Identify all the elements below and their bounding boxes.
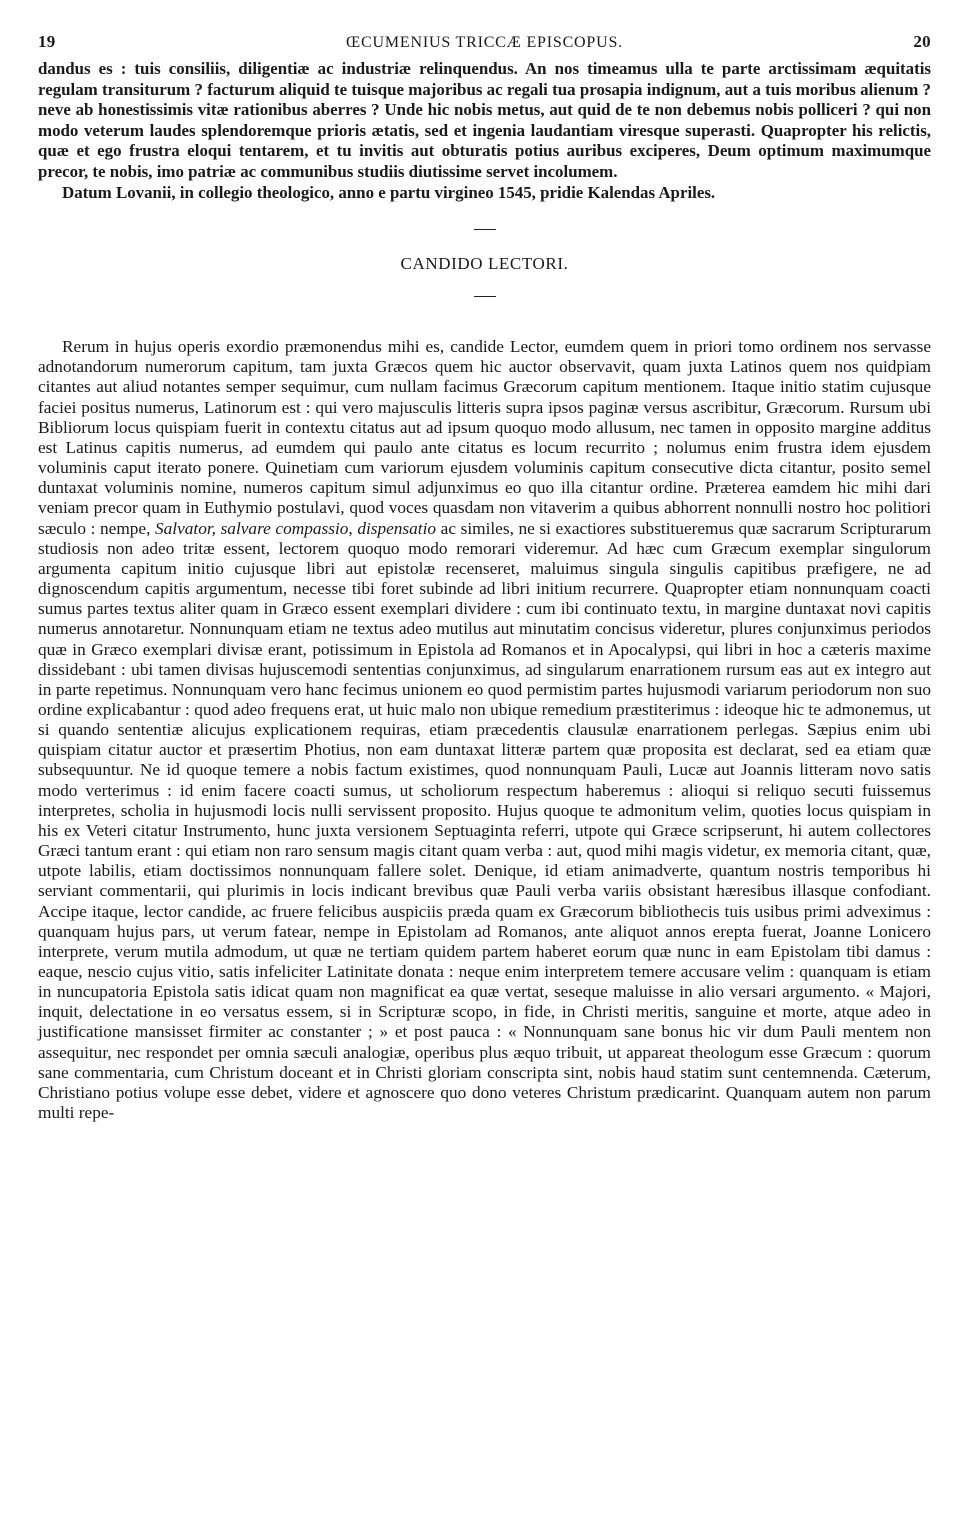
dateline: Datum Lovanii, in collegio theologico, anno e partu virgineo 1545, pridie Kalendas Apriles. bbox=[62, 182, 716, 202]
page-header bbox=[38, 32, 931, 52]
section-title: CANDIDO LECTORI. bbox=[400, 254, 569, 274]
separator-rule-top bbox=[474, 229, 496, 230]
body-text-part-a: Rerum in hujus operis exordio præmonendus mihi es, candide Lector, eumdem quem in priori tomo ordinem nos servasse adnotandorum numerorum capitum, tam juxta Græcos quem hic auctor observavit, quam juxta Latinos quem nos quidpiam citantes aut aliud notantes semper sequimur, cum nullam facimus Græcorum capitum mentionem. Itaque initio statim cujusque faciei positus numerus, Latinorum est : qui vero majusculis litteris supra ipsos paginæ versus ascribitur, Græcorum. Rursum ubi Bibliorum locus quispiam fuerit in contextu citatus aut ad ipsum quoquo modo allusum, nec tamen in opposito margine additus est Latinus capitis numerus, ad eumdem qui paulo ante citatus es locum recurrito ; nolumus enim frustra idem ejusdem voluminis caput iterato ponere. Quinetiam cum variorum ejusdem voluminis capitum consecutive dicta citantur, posito semel duntaxat voluminis nomine, numeros capitum simul adjunximus eo quo illa citantur ordine. Præterea eamdem hic mihi dari veniam precor quam in Euthymio postulavi, quod voces quasdam non vitaverim a quibus abhorrent nonnulli nostro hoc politiori sæculo : nempe, bbox=[38, 337, 931, 538]
preface-paragraph: dandus es : tuis consiliis, diligentiæ ac industriæ relinquendus. An nos timeamus ulla te parte arctissimam æquitatis regulam transiturum ? facturum aliquid te tuisque majoribus ac regali tua prosapia indignum, aut a tuis moribus alienum ? neve ab honestissimis vitæ rationibus aberres ? Unde hic nobis metus, aut quid de te non debemus nobis polliceri ? qui non modo veterum laudes splendoremque prioris ætatis, sed et ingenia laudantiam viresque superasti. Quapropter his relictis, quæ et ego frustra eloqui tentarem, et tu invitis aut obturatis potius auribus exciperes, Deum optimum maximumque precor, te nobis, imo patriæ ac communibus studiis diutissime servet incolumem. bbox=[38, 59, 931, 181]
section-body bbox=[38, 337, 931, 1123]
separator-rule-bottom bbox=[474, 296, 496, 297]
running-title: ŒCUMENIUS TRICCÆ EPISCOPUS. bbox=[346, 34, 623, 51]
document-page bbox=[38, 32, 931, 1123]
body-text-part-b: ac similes, ne si exactiores substitueremus quæ sacrarum Scripturarum studiosis non adeo tritæ essent, lectorem quoquo modo remorari videremur. Ad hæc cum Græcum exemplar singulorum argumenta capitum initio cujusque libri aut epistolæ recenseret, maluimus singula singulis capitibus præfigere, ne ad dignoscendum capitis argumentum, necesse tibi foret subinde ad libri initium recurrere. Quapropter etiam nonnunquam coacti sumus partes textus aliter quam in Græco essent exemplari dividere : cum ibi continuato textu, in margine duntaxat novi capitis numerus annotaretur. Nonnunquam etiam ne textus adeo mutilus aut minutatim concisus videretur, plures conjunximus periodos quæ in Græco exemplari divisæ erant, potissimum in Epistola ad Romanos et in Apocalypsi, qui libri in hoc a cæteris maxime dissidebant : ubi tamen divisas hujuscemodi sententias conjunximus, ad singularum enarrationem rursum eas aut ex integro aut in parte repetimus. Nonnunquam vero hanc fecimus unionem eo quod permistim partes hujusmodi variarum periodorum non suo ordine explicabantur : quod adeo frequens erat, ut huic malo non ubique remedium præstiterimus : ideoque hic te admonemus, ut si quando sententiæ alicujus explicationem requiras, etiam præcedentis clausulæ enarrationem perlegas. Sæpius enim ubi quispiam citatur auctor et præsertim Photius, non eam duntaxat litteræ partem quæ proposita est declarat, sed ea etiam quæ subsequuntur. Ne id quoque temere a nobis factum existimes, quod nonnunquam Pauli, Lucæ aut Joannis litteram novo satis modo verterimus : id enim facere coacti sumus, ut scholiorum respectum haberemus : alioqui si reliquo secuti fuissemus interpretes, scholia in hujusmodi locis nulli servissent proposito. Hujus quoque te admonitum velim, quoties locus quispiam in his ex Veteri citatur Instrumento, hunc juxta versionem Septuaginta referri, utpote qui Græce scripserunt, hi autem collectores Græci tantum erant : qui etiam non raro sensum magis citant quam verba : aut, quod mihi magis videtur, ex memoria citant, quæ, utpote labilis, etiam doctissimos nonnunquam fallere solet. Denique, id etiam animadverte, quantum nostris temporibus hi serviant commentarii, qui plurimis in locis indicant brevibus quæ Pauli verba variis obsistant hæresibus illasque confodiant. Accipe itaque, lector candide, ac fruere felicibus auspiciis præda quam ex Græcorum bibliothecis tuis usibus primi adveximus : quanquam hujus pars, ut verum fatear, nempe in Epistolam ad Romanos, ante aliquot annos erepta fuerat, Joanne Lonicero interprete, verum mutila admodum, ut quæ ne tertiam quidem partem haberet eorum quæ nunc in eam Epistolam tibi damus : eaque, nescio cujus vitio, satis infeliciter Latinitate donata : neque enim interpretem temere accusare velim : quanquam is etiam in nuncupatoria Epistola satis idicat quam non magnificat ea quæ vertat, seseque maluisse in alio versari argumento. « Majori, inquit, delectatione in eo versatus essem, si in Scripturæ scopo, in fide, in Christi meritis, sanguine et morte, atque adeo in justificatione mansisset firmiter ac constanter ; » et post pauca : « Nonnunquam sane bonus hic vir dum Pauli mentem non assequitur, nec respondet per omnia sæculi analogiæ, operibus plus æquo tribuit, ut appareat theologum esse Græcum : quorum sane commentaria, cum Christum doceant et in Christi gloriam conscripta sint, nobis haud statim sunt centemnenda. Cæterum, Christiano potius volupe esse debet, videre et agnoscere quo dono veteres Christum prædicarint. Quanquam autem non parum multi repe- bbox=[38, 518, 932, 1123]
left-column-number: 19 bbox=[38, 32, 56, 51]
right-column-number: 20 bbox=[913, 32, 931, 51]
body-paragraph bbox=[38, 337, 931, 1123]
italic-terms: Salvator, salvare compassio, dispensatio bbox=[155, 518, 437, 538]
